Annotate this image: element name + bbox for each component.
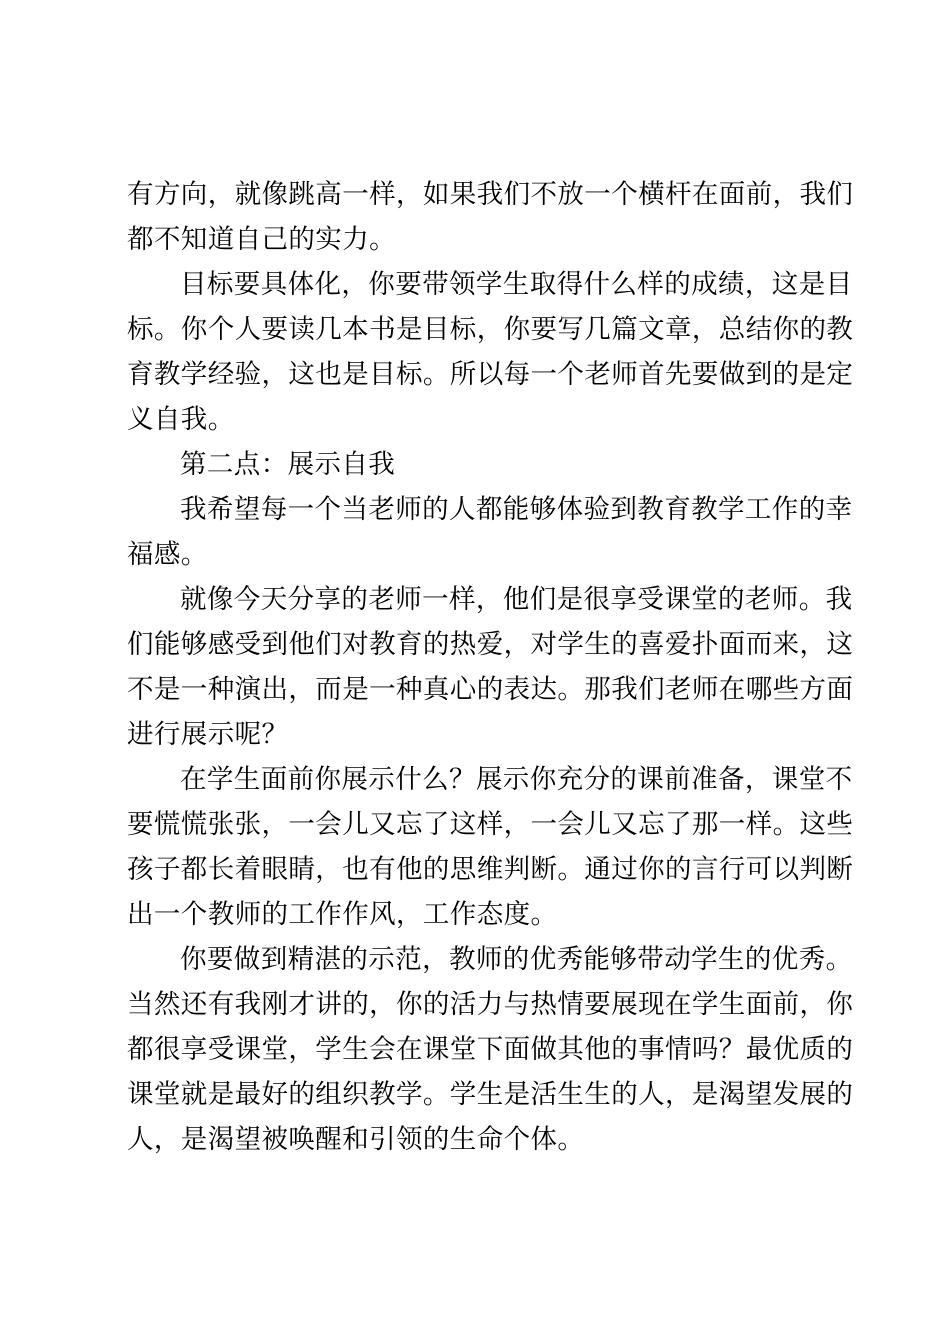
- text-line: 都不知道自己的实力。: [127, 224, 396, 255]
- text-line: 标。你个人要读几本书是目标，你要写几篇文章，总结你的教: [127, 314, 854, 345]
- text-line: 进行展示呢？: [127, 719, 289, 750]
- text-line: 就像今天分享的老师一样，他们是很享受课堂的老师。我: [180, 584, 853, 615]
- text-line: 人，是渴望被唤醒和引领的生命个体。: [127, 1124, 585, 1155]
- text-line: 育教学经验，这也是目标。所以每一个老师首先要做到的是定: [127, 359, 854, 390]
- text-line: 都很享受课堂，学生会在课堂下面做其他的事情吗？最优质的: [127, 1034, 854, 1065]
- text-line: 们能够感受到他们对教育的热爱，对学生的喜爱扑面而来，这: [127, 629, 854, 660]
- text-line: 福感。: [127, 539, 208, 570]
- paragraph-4: [127, 577, 854, 757]
- text-line: 课堂就是最好的组织教学。学生是活生生的人，是渴望发展的: [127, 1079, 854, 1110]
- text-line: 当然还有我刚才讲的，你的活力与热情要展现在学生面前，你: [127, 989, 854, 1020]
- paragraph-5: [127, 757, 854, 937]
- paragraph-1: [127, 172, 854, 262]
- document-body: [127, 172, 854, 1162]
- paragraph-2: [127, 262, 854, 442]
- text-line: 我希望每一个当老师的人都能够体验到教育教学工作的幸: [180, 494, 853, 525]
- text-line: 你要做到精湛的示范，教师的优秀能够带动学生的优秀。: [180, 944, 853, 975]
- text-line: 目标要具体化，你要带领学生取得什么样的成绩，这是目: [180, 269, 853, 300]
- paragraph-6: [127, 937, 854, 1162]
- paragraph-3: [127, 487, 853, 577]
- text-line: 孩子都长着眼睛，也有他的思维判断。通过你的言行可以判断: [127, 854, 854, 885]
- text-line: 不是一种演出，而是一种真心的表达。那我们老师在哪些方面: [127, 674, 854, 705]
- text-line: 出一个教师的工作作风，工作态度。: [127, 899, 558, 930]
- text-line: 义自我。: [127, 404, 235, 435]
- text-line: 要慌慌张张，一会儿又忘了这样，一会儿又忘了那一样。这些: [127, 809, 854, 840]
- text-line: 第二点：展示自我: [180, 449, 396, 480]
- section-heading: [127, 442, 833, 487]
- text-line: 在学生面前你展示什么？展示你充分的课前准备，课堂不: [180, 764, 853, 795]
- text-line: 有方向，就像跳高一样，如果我们不放一个横杆在面前，我们: [127, 179, 854, 210]
